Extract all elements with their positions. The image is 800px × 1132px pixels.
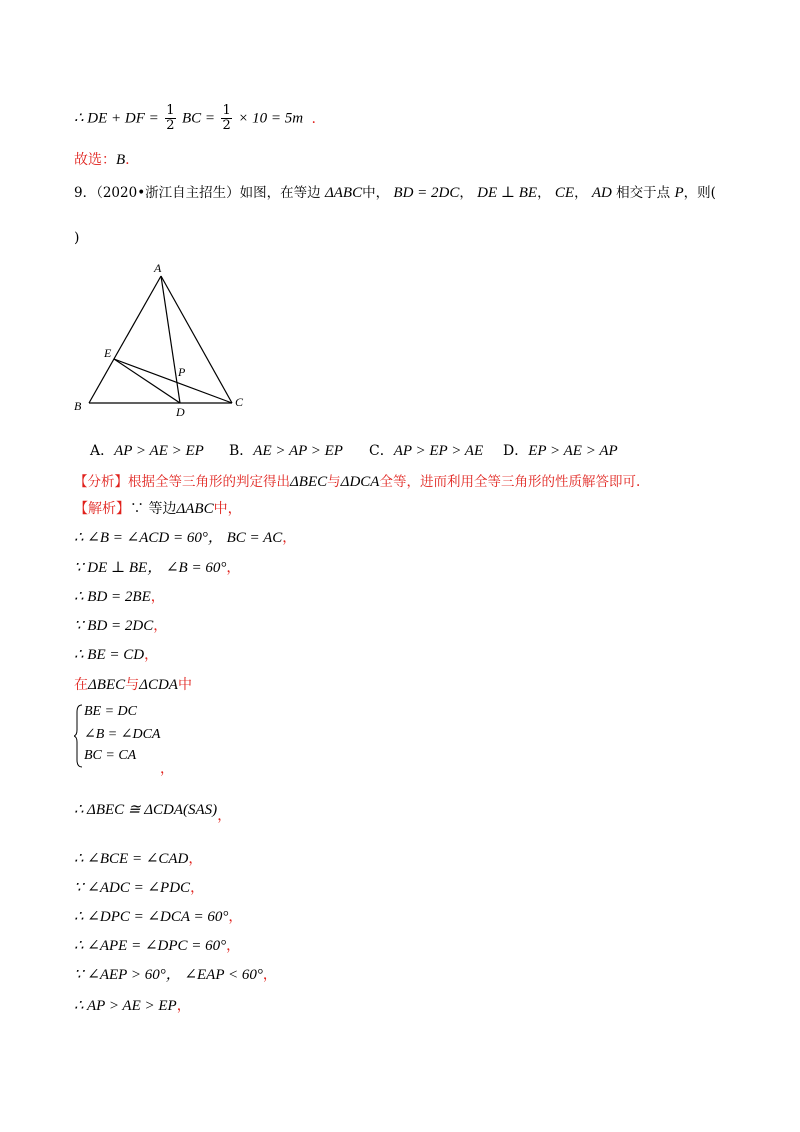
q-triangle: ΔABC [324, 185, 363, 201]
step-2 [74, 558, 240, 578]
choice-end: . [125, 152, 130, 168]
step2-4-text: ∴ ∠APE = ∠DPC = 60° [74, 938, 227, 954]
step-2-text: ∵ DE ⊥ BE， ∠B = 60° [74, 560, 227, 576]
analysis-t2: 与 [327, 474, 341, 490]
option-c [369, 440, 483, 460]
choice-label: 故选： [74, 152, 116, 168]
q-mid: 中， [362, 185, 390, 201]
option-a [90, 440, 204, 460]
q-ce: CE [554, 185, 575, 201]
option-a-letter: A． [90, 443, 115, 459]
label-e: E [104, 346, 112, 360]
in-t2: 与 [125, 677, 140, 693]
analysis-t3: 全等，进而利用全等三角形的性质解答即可. [379, 474, 641, 490]
q-p: P [674, 185, 684, 201]
option-d [503, 440, 618, 460]
q-close-paren: ) [74, 230, 80, 246]
line-conclusion [74, 104, 316, 133]
label-p: P [178, 365, 186, 379]
choice-answer: B [116, 152, 126, 168]
analysis-line [74, 472, 640, 492]
segment-ac [161, 276, 232, 403]
option-b [229, 440, 343, 460]
label-d: D [176, 405, 185, 419]
in-t3: 中 [177, 677, 192, 693]
option-b-letter: B． [229, 443, 254, 459]
in-m2: ΔCDA [139, 677, 178, 693]
step2-2-punct: ， [190, 880, 205, 896]
question-close [74, 228, 79, 248]
option-d-expr: EP > AE > AP [528, 443, 618, 459]
step2-2-text: ∵ ∠ADC = ∠PDC [74, 880, 191, 896]
q-sep2: ， [537, 185, 551, 201]
q-tail: 相交于点 [616, 185, 671, 201]
step2-3-punct: ， [228, 909, 243, 925]
step-3-punct: ， [150, 589, 165, 605]
expr-part-3: × 10 = 5m [238, 110, 304, 127]
step2-1-punct: ， [188, 851, 203, 867]
red-dot: . [311, 110, 316, 127]
analysis-tag: 【分析】 [74, 474, 128, 490]
system-punct: ， [160, 761, 174, 777]
analysis-m2: ΔDCA [340, 474, 380, 490]
question-line [74, 183, 716, 203]
label-a: A [154, 261, 162, 275]
q-ad: AD [591, 185, 612, 201]
step2-4-punct: ， [226, 938, 241, 954]
option-b-expr: AE > AP > EP [253, 443, 343, 459]
q-cond2: DE ⊥ BE [477, 185, 538, 201]
step2-6-text: ∴ AP > AE > EP [74, 998, 177, 1014]
step2-3 [74, 907, 242, 927]
option-c-expr: AP > EP > AE [393, 443, 484, 459]
solution-m1: ΔABC [176, 501, 214, 517]
label-b: B [74, 399, 82, 413]
step2-1-text: ∴ ∠BCE = ∠CAD [74, 851, 189, 867]
congruent-punct: ， [217, 808, 232, 824]
option-a-expr: AP > AE > EP [114, 443, 204, 459]
step2-6 [74, 996, 191, 1016]
label-c: C [235, 395, 244, 409]
segment-ec [114, 359, 232, 403]
step-3 [74, 587, 165, 607]
expr-part-1: ∴ DE + DF = [74, 110, 159, 127]
congruent-line [74, 800, 232, 824]
step-1 [74, 528, 296, 548]
line-choice [74, 150, 130, 170]
step2-6-punct: ， [176, 998, 191, 1014]
congruent-text: ∴ ΔBEC ≅ ΔCDA(SAS) [74, 802, 218, 818]
step-5-punct: ， [144, 647, 159, 663]
system-row-2: ∠B = ∠DCA [84, 727, 161, 742]
system-row-3: BC = CA [84, 748, 137, 763]
step-2-punct: ， [226, 560, 241, 576]
analysis-m1: ΔBEC [290, 474, 328, 490]
q-sep1: ， [459, 185, 473, 201]
segment-ab [89, 276, 161, 403]
solution-tag: 【解析】 [74, 501, 130, 517]
question-intro: 9．（2020•浙江自主招生）如图，在等边 [74, 185, 321, 201]
solution-t2: 中， [213, 501, 242, 517]
expr-part-2: BC = [181, 110, 216, 127]
solution-t1: ∵ 等边 [130, 501, 177, 517]
triangle-figure [70, 258, 260, 420]
segment-ad [161, 276, 180, 403]
step-5 [74, 645, 158, 665]
left-brace [74, 704, 84, 768]
option-c-letter: C． [369, 443, 394, 459]
q-cond1: BD = 2DC [393, 185, 460, 201]
option-d-letter: D． [503, 443, 529, 459]
step-4-punct: ， [153, 618, 168, 634]
in-m1: ΔBEC [88, 677, 126, 693]
solution-line [74, 499, 242, 519]
in-line [74, 675, 192, 695]
step2-5-punct: ， [262, 967, 277, 983]
step-4 [74, 616, 167, 636]
step-3-text: ∴ BD = 2BE [74, 589, 151, 605]
fraction-half: $\frac{1}{2}$ [166, 103, 175, 133]
step-1-text: ∴ ∠B = ∠ACD = 60°， BC = AC [74, 530, 283, 546]
step2-5 [74, 965, 277, 985]
step-4-text: ∵ BD = 2DC [74, 618, 154, 634]
step2-4 [74, 936, 240, 956]
system-row-1: BE = DC [84, 704, 137, 719]
q-sep3: ， [574, 185, 588, 201]
step-5-text: ∴ BE = CD [74, 647, 145, 663]
q-end: ，则( [683, 185, 716, 201]
step-1-punct: ， [282, 530, 297, 546]
analysis-t1: 根据全等三角形的判定得出 [128, 474, 290, 490]
step2-1 [74, 849, 202, 869]
in-text: 在 [74, 677, 88, 693]
step2-5-text: ∵ ∠AEP > 60°， ∠EAP < 60° [74, 967, 263, 983]
segment-ed [114, 359, 180, 403]
fraction-half-2: $\frac{1}{2}$ [222, 103, 231, 133]
step2-2 [74, 878, 204, 898]
step2-3-text: ∴ ∠DPC = ∠DCA = 60° [74, 909, 229, 925]
